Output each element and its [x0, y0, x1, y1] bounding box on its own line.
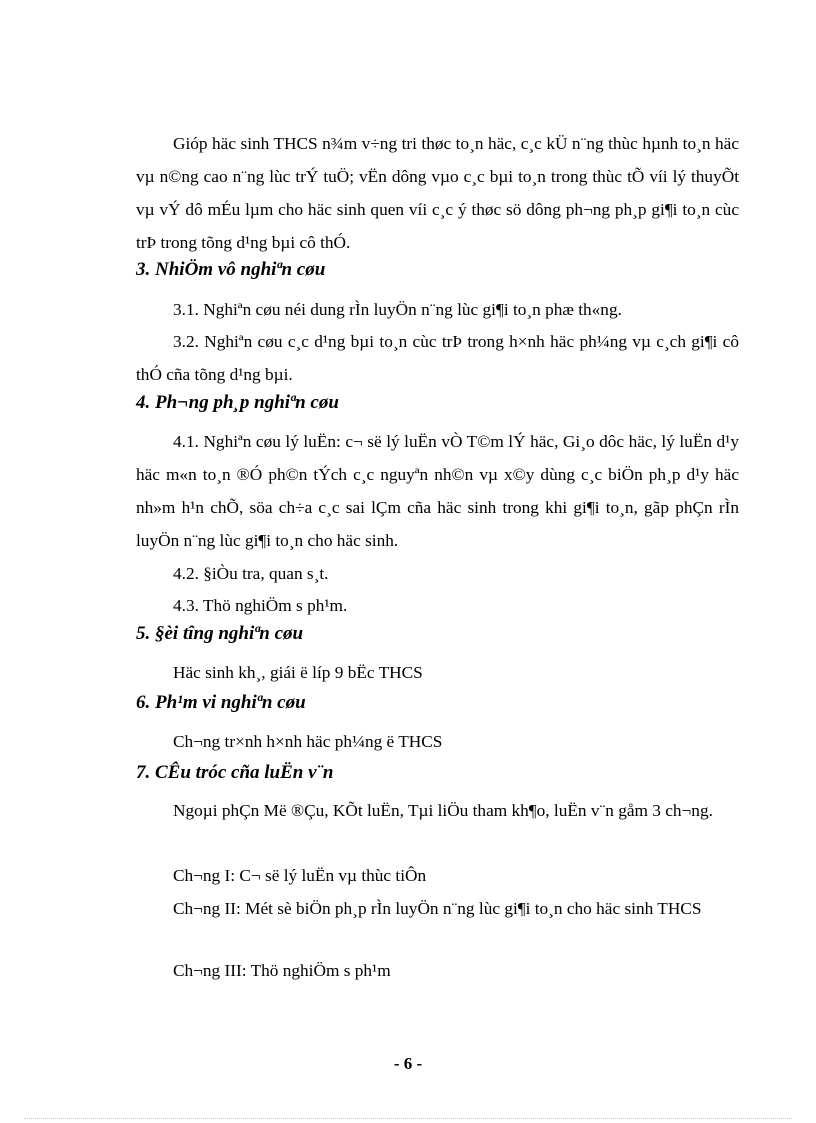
- section-5-item-1: Häc sinh kh¸, giái ë líp 9 bËc THCS: [173, 663, 423, 682]
- section-4-item-2: 4.2. §iÒu tra, quan s¸t.: [173, 564, 329, 583]
- section-6-heading: 6. Ph¹m vi nghiªn cøu: [136, 692, 306, 713]
- section-4-item-1: 4.1. Nghiªn cøu lý luËn: c¬ së lý luËn vÒ T©m lÝ häc, Gi¸o dôc häc, lý luËn d¹y häc m«n to¸n ®Ó ph©n tÝch c¸c nguyªn nh©n vµ x©y dùng c¸c biÖn ph¸p d¹y häc nh»m h¹n chÕ, söa ch÷a c¸c sai lÇm cña häc sinh trong khi gi¶i to¸n, gãp phÇn rÌn luyÖn n¨ng lùc gi¶i to¸n cho häc sinh.: [136, 432, 739, 550]
- intro-paragraph: Gióp häc sinh THCS n¾m v÷ng tri thøc to¸n häc, c¸c kÜ n¨ng thùc hµnh to¸n häc vµ n©ng cao n¨ng lùc trÝ tuÖ; vËn dông vµo c¸c bµi to¸n trong thùc tÕ víi lý thuyÕt vµ vÝ dô mÉu lµm cho häc sinh quen víi c¸c ý thøc sö dông ph¬ng ph¸p gi¶i to¸n cùc trÞ trong tõng d¹ng bµi cô thÓ.: [136, 134, 739, 252]
- page-bottom-divider: [24, 1118, 792, 1119]
- page-number: - 6 -: [393, 1054, 423, 1073]
- section-4-item-3: 4.3. Thö nghiÖm s ph¹m.: [173, 596, 348, 615]
- section-3-item-1: 3.1. Nghiªn cøu néi dung rÌn luyÖn n¨ng lùc gi¶i to¸n phæ th«ng.: [173, 300, 622, 319]
- section-7-item-4: Ch¬ng III: Thö nghiÖm s ph¹m: [173, 961, 391, 980]
- section-6-item-1: Ch¬ng tr×nh h×nh häc ph¼ng ë THCS: [173, 732, 443, 751]
- section-3-item-2: 3.2. Nghiªn cøu c¸c d¹ng bµi to¸n cùc trÞ trong h×nh häc ph¼ng vµ c¸ch gi¶i cô thÓ cña tõng d¹ng bµi.: [136, 332, 739, 384]
- section-7-item-1: Ngoµi phÇn Më ®Çu, KÕt luËn, Tµi liÖu tham kh¶o, luËn v¨n gåm 3 ch¬ng.: [173, 801, 713, 820]
- section-4-heading: 4. Ph¬ng ph¸p nghiªn cøu: [136, 392, 339, 413]
- section-7-item-3: Ch¬ng II: Mét sè biÖn ph¸p rÌn luyÖn n¨ng lùc gi¶i to¸n cho häc sinh THCS: [173, 899, 702, 918]
- section-7-item-2: Ch¬ng I: C¬ së lý luËn vµ thùc tiÔn: [173, 866, 427, 885]
- section-7-heading: 7. CÊu tróc cña luËn v¨n: [136, 762, 334, 783]
- section-3-heading: 3. NhiÖm vô nghiªn cøu: [136, 259, 326, 280]
- section-5-heading: 5. §èi tîng nghiªn cøu: [136, 623, 304, 644]
